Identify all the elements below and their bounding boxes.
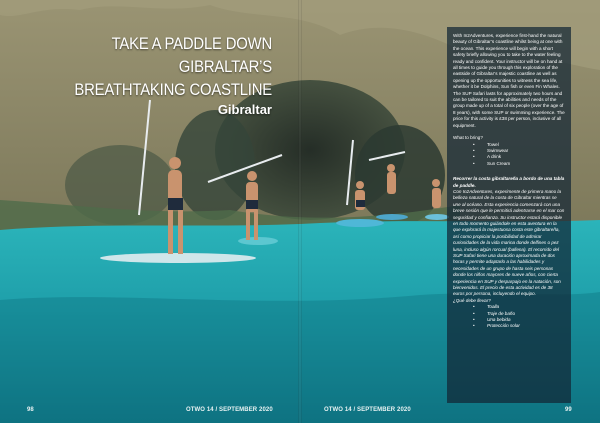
list-item: • Towel [453,142,565,148]
spanish-bring-list [453,304,565,330]
list-item: • A drink [453,154,565,160]
headline-line-1: TAKE A PADDLE DOWN GIBRALTAR’S [111,35,272,76]
article-headline [30,33,272,118]
article-body-spanish: Con In2Adventures, experimente de primera mano la belleza natural de la costa de Gibraltar mientras se une al océano. Esta experiencia comenzará con una breve sesión que le permitirá adentrarse en el mar con seguridad y confianza. Su instructor estará disponible en todo momento guiándole en esta aventura en la que explorará la majestuosa costa este gibraltareña, así como propiciar la posibilidad de admirar curiosidades de la vida marina donde delfines o pez luna, incluso algún rorcual (ballena). El recorrido del SUP Safari tiene una duración aproximada de dos horas y permite adaptarlo a las habilidades y necesidades de un grupo de hasta seis personas donde los niños mayores de nueve años, con cierta experiencia en SUP y desparpajo en la natación, son bienvenidos. El precio de esta actividad es de 38 euros por persona, incluyendo el equipo. [453,188,565,297]
headline-line-2: BREATHTAKING COASTLINE [74,81,272,99]
list-item: • Toalla [453,304,565,310]
spanish-bring-question: ¿Qué debe llevar? [453,297,491,303]
issue-label-left: OTWO 14 / SEPTEMBER 2020 [186,407,273,413]
bring-list [453,142,565,168]
list-item: • Traje de baño [453,311,565,317]
list-item: • Sun Cream [453,161,565,167]
issue-label-right: OTWO 14 / SEPTEMBER 2020 [324,407,411,413]
headline-location: Gibraltar [217,102,272,117]
list-item: • Una bebida [453,317,565,323]
list-item: • Swimwear [453,148,565,154]
article-text-column [447,27,571,403]
article-body-english: With In2Adventures, experience first-hand the natural beauty of Gibraltar’s coastline whilst being at one with the ocean. This experience will begin with a short safety briefly allowing you to take to the water feeling ready and confident. Your instructor will be on hand at all times to guide you through this exploration of the eastside of Gibraltar’s majestic coastline as well as opening up the opportunities to witness the sea life, whether it be Dolphins, Sun fish or even Fin Whales. The SUP Safari lasts for approximately two hours and can be tailored to suit the abilities and needs of the group made up of a total of six people (over the age of 8 years), with some SUP or swimming experience. The price for this activity is £38 per person, inclusive of all equipment. [453,33,565,128]
page-number-left: 98 [27,407,34,413]
page-number-right: 99 [565,407,572,413]
list-item: • Protección solar [453,323,565,329]
article-title-spanish: Recorrer la costa gibraltareña a bordo de una tabla de paddle. [453,176,565,188]
bring-question: What to bring? [453,135,483,141]
page-gutter [298,0,302,423]
